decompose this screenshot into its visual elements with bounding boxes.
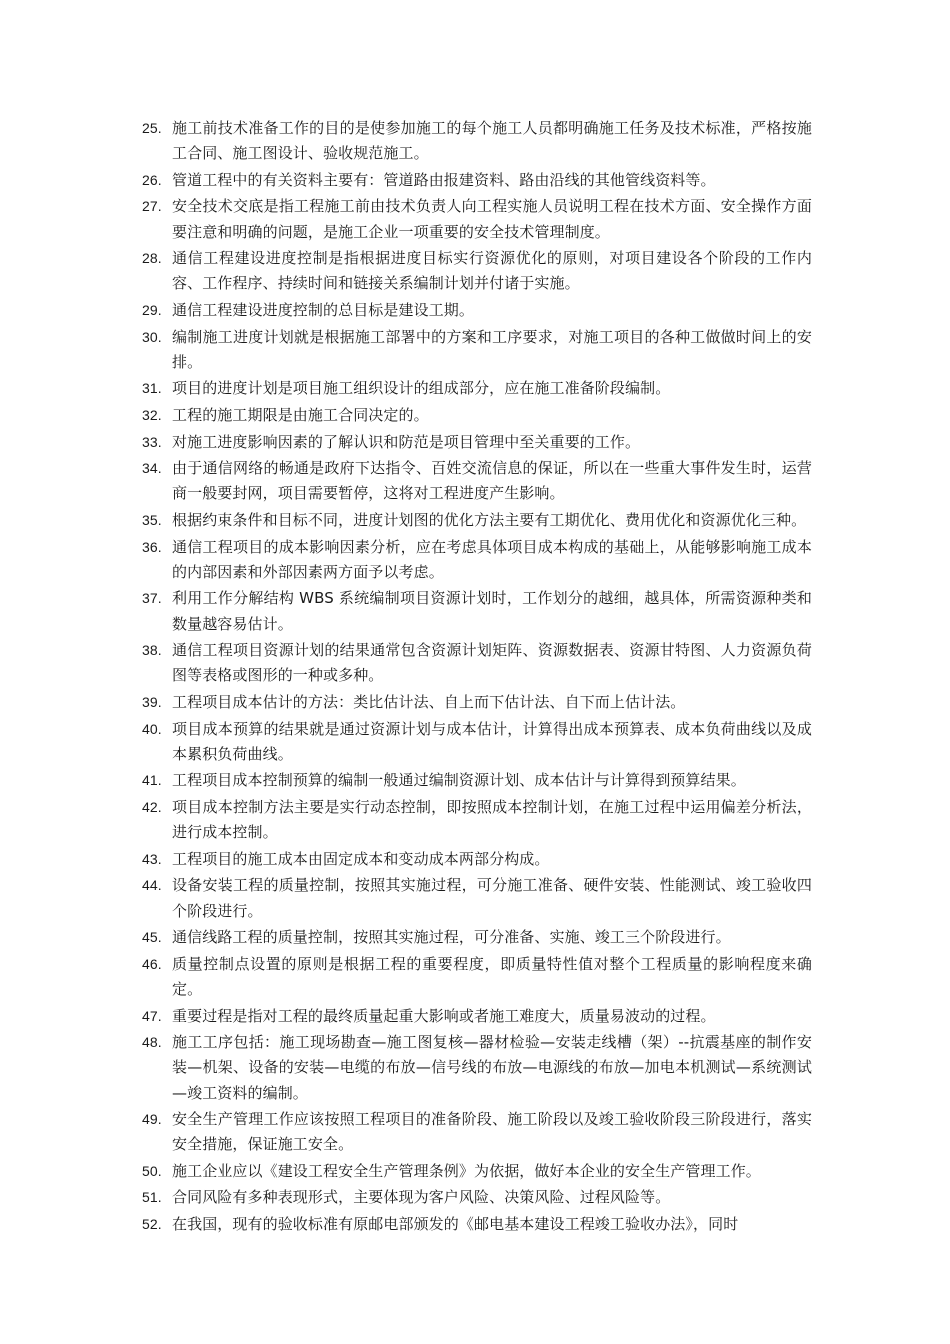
item-number: 52. [142,1216,162,1233]
item-number: 51. [142,1189,162,1206]
item-text: 工程项目的施工成本由固定成本和变动成本两部分构成。 [172,849,550,868]
item-number: 27. [142,198,162,215]
list-item [142,456,812,506]
item-text: 通信工程建设进度控制是指根据进度目标实行资源优化的原则，对项目建设各个阶段的工作内容、工作程序、持续时间和链接关系编制计划并付诸于实施。 [172,249,812,293]
item-text: 由于通信网络的畅通是政府下达指令、百姓交流信息的保证，所以在一些重大事件发生时，运营商一般要封网，项目需要暂停，这将对工程进度产生影响。 [172,459,812,503]
item-text: 通信工程建设进度控制的总目标是建设工期。 [172,300,475,319]
item-number: 28. [142,250,162,267]
item-text: 设备安装工程的质量控制，按照其实施过程，可分施工准备、硬件安装、性能测试、竣工验收四个阶段进行。 [172,876,812,920]
list-item [142,403,812,428]
item-text: 通信线路工程的质量控制，按照其实施过程，可分准备、实施、竣工三个阶段进行。 [172,928,731,947]
item-text: 重要过程是指对工程的最终质量起重大影响或者施工难度大，质量易波动的过程。 [172,1006,716,1025]
item-text: 合同风险有多种表现形式，主要体现为客户风险、决策风险、过程风险等。 [172,1188,671,1207]
item-text: 对施工进度影响因素的了解认识和防范是项目管理中至关重要的工作。 [172,432,641,451]
item-text: 根据约束条件和目标不同，进度计划图的优化方法主要有工期优化、费用优化和资源优化三种。 [172,510,807,529]
item-text: 施工企业应以《建设工程安全生产管理条例》为依据，做好本企业的安全生产管理工作。 [172,1161,761,1180]
list-item [142,768,812,793]
list-item [142,638,812,688]
list-item [142,952,812,1002]
item-number: 36. [142,538,162,555]
item-number: 35. [142,511,162,528]
list-item [142,430,812,455]
item-text: 工程项目成本估计的方法：类比估计法、自上而下估计法、自下而上估计法。 [172,692,686,711]
item-number: 49. [142,1111,162,1128]
item-number: 42. [142,798,162,815]
item-number: 40. [142,720,162,737]
list-item [142,925,812,950]
item-number: 43. [142,850,162,867]
item-text: 项目成本预算的结果就是通过资源计划与成本估计，计算得出成本预算表、成本负荷曲线以及成本累积负荷曲线。 [172,719,812,763]
list-item [142,194,812,244]
item-number: 47. [142,1007,162,1024]
item-number: 50. [142,1162,162,1179]
item-number: 39. [142,693,162,710]
list-item [142,873,812,923]
item-number: 44. [142,877,162,894]
item-text: 项目的进度计划是项目施工组织设计的组成部分，应在施工准备阶段编制。 [172,379,671,398]
item-text: 项目成本控制方法主要是实行动态控制，即按照成本控制计划，在施工过程中运用偏差分析法，进行成本控制。 [172,797,812,842]
item-number: 45. [142,929,162,946]
item-text: 编制施工进度计划就是根据施工部署中的方案和工序要求，对施工项目的各种工做做时间上的安排。 [172,327,812,371]
list-item [142,535,812,585]
list-item [142,1159,812,1184]
item-number: 32. [142,406,162,423]
item-text: 在我国，现有的验收标准有原邮电部颁发的《邮电基本建设工程竣工验收办法》，同时 [172,1215,739,1234]
item-number: 48. [142,1034,162,1051]
list-item [142,376,812,401]
item-number: 30. [142,328,162,345]
item-text: 安全生产管理工作应该按照工程项目的准备阶段、施工阶段以及竣工验收阶段三阶段进行，落实安全措施，保证施工安全。 [172,1110,812,1154]
list-item [142,847,812,872]
list-item [142,690,812,715]
list-item [142,1030,812,1106]
item-text: 通信工程项目资源计划的结果通常包含资源计划矩阵、资源数据表、资源甘特图、人力资源负荷图等表格或图形的一种或多种。 [172,641,812,685]
item-number: 31. [142,380,162,397]
item-number: 38. [142,642,162,659]
item-number: 29. [142,301,162,318]
item-text: 通信工程项目的成本影响因素分析，应在考虑具体项目成本构成的基础上，从能够影响施工成本的内部因素和外部因素两方面予以考虑。 [172,537,812,581]
item-text: 质量控制点设置的原则是根据工程的重要程度，即质量特性值对整个工程质量的影响程度来确定。 [172,954,812,998]
item-text: 安全技术交底是指工程施工前由技术负责人向工程实施人员说明工程在技术方面、安全操作方面要注意和明确的问题，是施工企业一项重要的安全技术管理制度。 [172,197,812,241]
item-number: 34. [142,460,162,477]
item-text: 工程的施工期限是由施工合同决定的。 [172,405,429,424]
item-text: 施工前技术准备工作的目的是使参加施工的每个施工人员都明确施工任务及技术标准，严格按施工合同、施工图设计、验收规范施工。 [172,119,812,163]
item-number: 33. [142,433,162,450]
list-item [142,717,812,767]
item-number: 41. [142,772,162,789]
item-number: 46. [142,955,162,972]
item-text: 利用工作分解结构 WBS 系统编制项目资源计划时，工作划分的越细，越具体，所需资源种类和数量越容易估计。 [172,589,812,633]
list-item [142,1004,812,1029]
item-number: 26. [142,171,162,188]
list-item [142,246,812,296]
list-item [142,795,812,845]
item-text: 施工工序包括：施工现场勘查—施工图复核—器材检验—安装走线槽（架）--抗震基座的制作安装—机架、设备的安装—电缆的布放—信号线的布放—电源线的布放—加电本机测试—系统测试—竣工资料的编制。 [172,1033,812,1102]
list-item [142,1107,812,1157]
list-item [142,298,812,323]
list-item [142,586,812,636]
list-item [142,325,812,375]
item-number: 37. [142,590,162,607]
item-number: 25. [142,120,162,136]
item-text: 工程项目成本控制预算的编制一般通过编制资源计划、成本估计与计算得到预算结果。 [172,771,746,790]
numbered-list [142,116,812,1239]
list-item [142,116,812,166]
list-item [142,1212,812,1237]
list-item [142,1185,812,1210]
item-text: 管道工程中的有关资料主要有：管道路由报建资料、路由沿线的其他管线资料等。 [172,170,716,189]
list-item [142,168,812,193]
list-item [142,508,812,533]
